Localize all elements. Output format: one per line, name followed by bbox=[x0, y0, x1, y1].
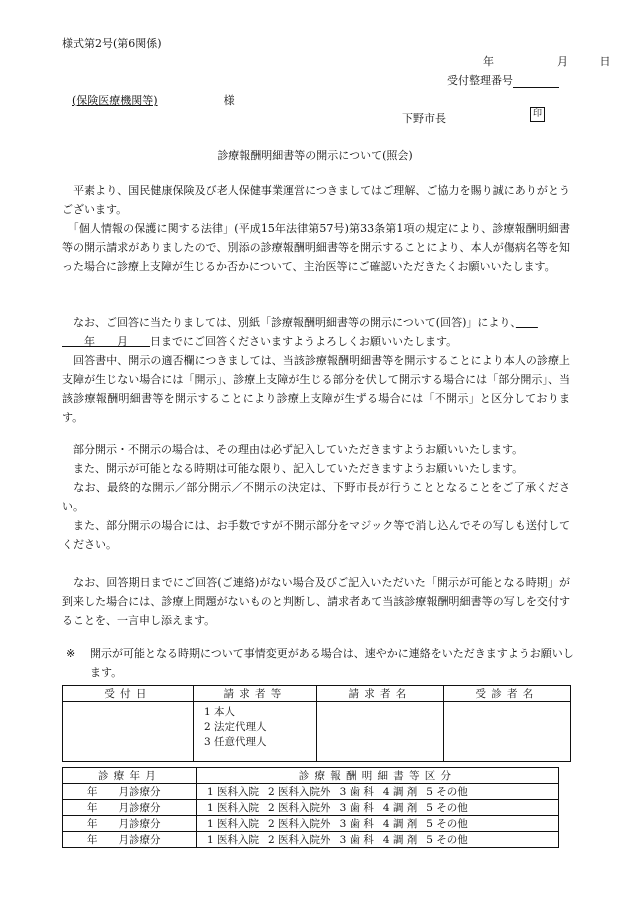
addressee bbox=[72, 92, 235, 108]
cell-category-options[interactable]: 1 医科入院 2 医科入院外 3 歯 科 4 調 剤 5 その他 bbox=[197, 784, 559, 800]
treatment-table bbox=[62, 767, 559, 848]
cell-treatment-month[interactable]: 年 月診療分 bbox=[63, 816, 197, 832]
note bbox=[62, 644, 577, 682]
choice-legal-agent[interactable]: 2 法定代理人 bbox=[204, 721, 267, 733]
header-treatment-month: 診療年月 bbox=[63, 768, 197, 784]
paragraph-timing: また、開示が可能となる時期は可能な限り、記入していただきますようお願いいたします。 bbox=[73, 462, 524, 475]
header-reception-date: 受付日 bbox=[63, 686, 194, 702]
paragraph-request: 「個人情報の保護に関する法律」(平成15年法律第57号)第33条第1項の規定により、診療報酬明細書等の開示請求がありましたので、別添の診療報酬明細書等を開示することにより、本人が傷病名等を知った場合に診療上支障が生じるか否かについて、主治医等にご確認いただきたくお願いいたします。 bbox=[62, 222, 570, 273]
cell-treatment-month[interactable]: 年 月診療分 bbox=[63, 832, 197, 848]
cell-treatment-month[interactable]: 年 月診療分 bbox=[63, 800, 197, 816]
seal-stamp: 印 bbox=[530, 107, 545, 122]
header-requester-name: 請求者名 bbox=[317, 686, 444, 702]
note-mark: ※ bbox=[66, 647, 76, 660]
request-table bbox=[62, 685, 571, 762]
cell-patient-name[interactable] bbox=[444, 702, 571, 762]
cell-category-options[interactable]: 1 医科入院 2 医科入院外 3 歯 科 4 調 剤 5 その他 bbox=[197, 816, 559, 832]
table-row bbox=[63, 816, 559, 832]
cell-treatment-month[interactable]: 年 月診療分 bbox=[63, 784, 197, 800]
date-line bbox=[483, 53, 611, 69]
header-patient-name: 受診者名 bbox=[444, 686, 571, 702]
cell-reception-date[interactable] bbox=[63, 702, 194, 762]
addressee-suffix: 様 bbox=[223, 94, 235, 107]
note-text: 開示が可能となる時期について事情変更がある場合は、速やかに連絡をいただきますようお願いします。 bbox=[90, 647, 574, 679]
paragraph-decision: なお、最終的な開示／部分開示／不開示の決定は、下野市長が行うこととなることをご了承ください。 bbox=[62, 481, 570, 513]
paragraph-partial: また、部分開示の場合には、お手数ですが不開示部分をマジック等で消し込んでその写しも送付してください。 bbox=[62, 519, 570, 551]
choice-voluntary-agent[interactable]: 3 任意代理人 bbox=[204, 736, 267, 748]
table-row bbox=[63, 832, 559, 848]
form-number: 様式第2号(第6関係) bbox=[62, 37, 162, 50]
paragraph-classification: 回答書中、開示の適否欄につきましては、当該診療報酬明細書等を開示することにより本人の診療上支障が生じない場合には「開示」、診療上支障が生じる部分を伏して開示する場合には「部分開示」、当該診療報酬明細書等を開示することにより診療上支障が生ずる場合には「不開示」と区分しております。 bbox=[62, 354, 571, 424]
receipt-label: 受付整理番号 bbox=[447, 74, 513, 87]
addressee-name: (保険医療機関等) bbox=[72, 94, 158, 107]
date-day: 日 bbox=[599, 55, 611, 68]
receipt-number bbox=[447, 72, 559, 88]
header-requester-type: 請求者等 bbox=[194, 686, 317, 702]
paragraph-greeting: 平素より、国民健康保険及び老人保健事業運営につきましてはご理解、ご協力を賜り誠にありがとうございます。 bbox=[62, 184, 571, 216]
paragraph-reason: 部分開示・不開示の場合は、その理由は必ず記入していただきますようお願いいたします。 bbox=[73, 443, 524, 456]
table-row bbox=[63, 784, 559, 800]
sender: 下野市長 bbox=[402, 112, 446, 125]
cell-requester-name[interactable] bbox=[317, 702, 444, 762]
header-statement-category: 診療報酬明細書等区分 bbox=[197, 768, 559, 784]
cell-category-options[interactable]: 1 医科入院 2 医科入院外 3 歯 科 4 調 剤 5 その他 bbox=[197, 832, 559, 848]
table-row bbox=[63, 800, 559, 816]
cell-category-options[interactable]: 1 医科入院 2 医科入院外 3 歯 科 4 調 剤 5 その他 bbox=[197, 800, 559, 816]
cell-requester-type[interactable] bbox=[194, 702, 317, 762]
document-title: 診療報酬明細書等の開示について(照会) bbox=[217, 149, 413, 162]
paragraph-deadline-lapse: なお、回答期日までにご回答(ご連絡)がない場合及びご記入いただいた「開示が可能となる時期」が到来した場合には、診療上問題がないものと判断し、請求者あて当該診療報酬明細書等の写しを交付することを、一言申し添えます。 bbox=[62, 576, 570, 627]
date-month: 月 bbox=[557, 55, 568, 68]
receipt-blank[interactable] bbox=[513, 75, 559, 88]
paragraph-deadline: なお、ご回答に当たりましては、別紙「診療報酬明細書等の開示について(回答)」により、 年 月 日までにご回答くださいますようよろしくお願いいたします。 bbox=[73, 316, 516, 348]
date-year: 年 bbox=[483, 55, 494, 68]
choice-self[interactable]: 1 本人 bbox=[204, 706, 236, 718]
